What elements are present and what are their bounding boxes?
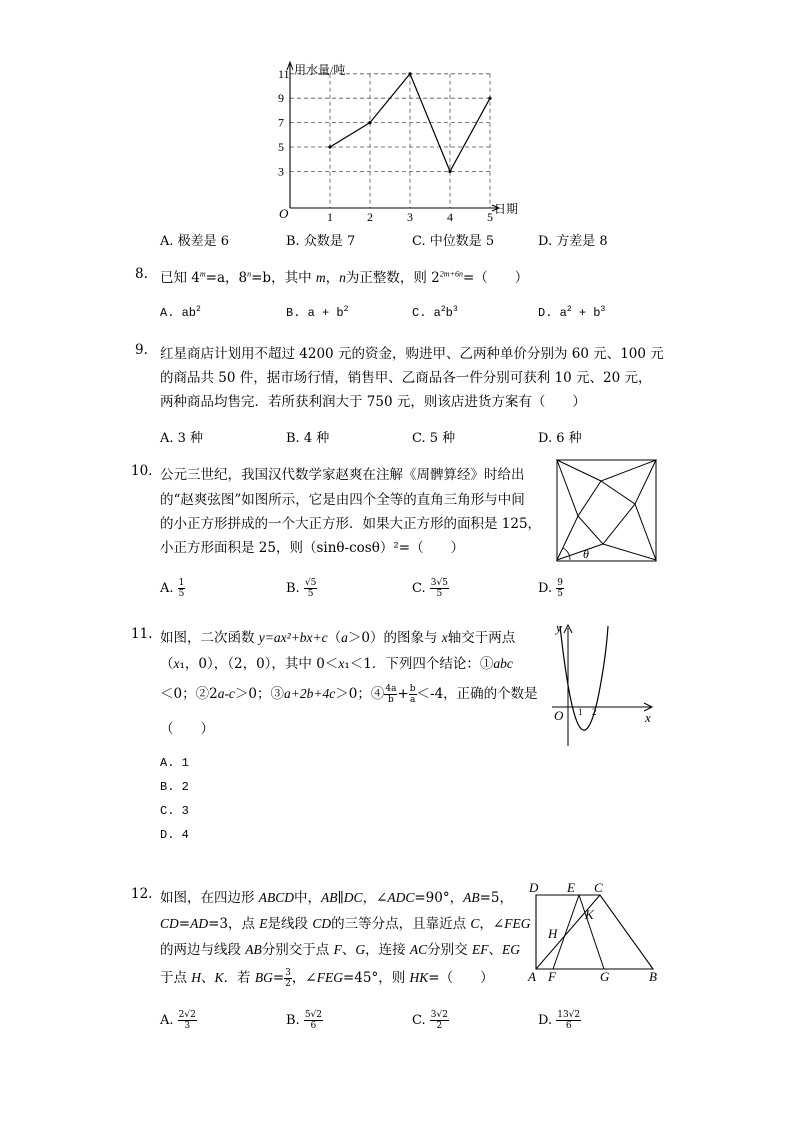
q10-line-3: 的小正方形拼成的一个大正方形．如果大正方形的面积是 125，: [160, 516, 542, 532]
data-point: [328, 145, 331, 148]
y-tick-label: 11: [278, 66, 290, 81]
q9-line-1: 红星商店计划用不超过 4200 元的资金，购进甲、乙两种单价分别为 60 元、100 元: [160, 346, 664, 362]
chart-ticks: [278, 67, 493, 224]
origin-label: O: [554, 708, 564, 723]
q9-option-c: C. 5 种: [412, 431, 456, 446]
data-point: [448, 170, 451, 173]
x-label: x: [645, 710, 651, 725]
label-a: A: [528, 969, 536, 984]
y-axis-label: 用水量/吨: [294, 63, 346, 77]
label-f: F: [548, 969, 556, 984]
q11-line-1: 如图，二次函数 y=ax²+bx+c（a＞0）的图象与 x轴交于两点: [160, 630, 516, 646]
q8-option-d: D. $a^2 + b^3$: [538, 305, 606, 320]
trapezoid-figure: [524, 878, 664, 986]
q10-option-a: A. $\frac{1}{5}$: [160, 578, 185, 599]
q10-line-4: 小正方形面积是 25，则（sinθ-cosθ）²=（ ）: [160, 540, 465, 556]
data-point: [408, 72, 411, 75]
q7-option-a: A. 极差是 6: [160, 234, 230, 249]
q10-number: 10.: [131, 463, 153, 479]
label-d: D: [529, 880, 539, 895]
triangle-1: [557, 516, 603, 560]
q12-option-b: B. $\frac{5√2}{6}$: [286, 1010, 323, 1031]
q12-option-c: C. $\frac{3√2}{2}$: [412, 1010, 448, 1031]
q11-line-4: （ ）: [160, 721, 214, 737]
data-point: [488, 97, 491, 100]
q11-option-d: D. 4: [160, 828, 189, 842]
q7-option-c: C. 中位数是 5: [412, 234, 495, 249]
q7-option-d: D. 方差是 8: [538, 234, 608, 249]
q12-option-d: D. $\frac{13√2}{6}$: [538, 1010, 581, 1031]
q12-line-1: 如图，在四边形 ABCD中，AB∥DC，∠ADC=90°，AB=5，: [160, 890, 514, 906]
q8-option-b: B. $a + b^2$: [286, 305, 349, 320]
y-label: y: [556, 620, 562, 635]
tick-1: 1: [578, 707, 583, 717]
parabola-figure: [548, 618, 658, 748]
q9-line-3: 两种商品均售完．若所获利润大于 750 元，则该店进货方案有（ ）: [160, 394, 586, 410]
q11-number: 11.: [131, 626, 153, 642]
label-h: H: [548, 926, 558, 941]
q9-number: 9.: [135, 342, 148, 358]
q8-stem: 已知 $4^m=a$，$8^n=b$，其中 m，n为正整数，则 $2^{2m+6n}=$（ ）: [160, 269, 529, 286]
water-usage-line-chart: [270, 58, 540, 224]
triangle-3: [601, 460, 656, 504]
q12-option-a: A. $\frac{2√2}{3}$: [160, 1010, 196, 1031]
x-tick-label: 5: [487, 210, 493, 224]
parabola-curve: [560, 626, 608, 730]
label-b: B: [649, 969, 657, 984]
x-tick-label: 2: [367, 210, 373, 224]
q11-line-3: ＜0；②2a-c＞0；③a+2b+4c＞0；④ $\frac{4a}{b}$ + $\frac{b}{a}$ ＜-4，正确的个数是: [160, 684, 538, 705]
data-point: [368, 121, 371, 124]
tick-2: 2: [592, 707, 597, 717]
theta-label: θ: [583, 547, 589, 561]
q9-option-a: A. 3 种: [160, 431, 204, 446]
zhao-shuang-figure: [556, 459, 658, 563]
q11-option-a: A. 1: [160, 756, 189, 770]
q12-line-2: CD=AD=3，点 E是线段 CD的三等分点，且靠近点 C，∠FEG: [160, 916, 531, 932]
label-c: C: [594, 880, 603, 895]
q7-option-b: B. 众数是 7: [286, 234, 356, 249]
q10-option-b: B. $\frac{√5}{5}$: [286, 578, 317, 599]
q8-number: 8.: [135, 266, 148, 282]
x-tick-label: 3: [407, 210, 413, 224]
q11-line-2: （x₁，0），（2，0），其中 0＜x₁＜1．下列四个结论：①abc: [160, 656, 513, 672]
chart-grid: [290, 74, 490, 208]
q12-number: 12.: [131, 886, 153, 902]
chart-axes: [287, 62, 499, 211]
y-tick-label: 5: [278, 140, 284, 154]
q12-line-3: 的两边与线段 AB分别交于点 F、G，连接 AC分别交 EF、EG: [160, 942, 520, 958]
origin-label: O: [279, 206, 289, 221]
x-axis-label: 日期: [494, 202, 519, 216]
q9-option-d: D. 6 种: [538, 431, 582, 446]
q12-line-4: 于点 H、K．若 BG= $\frac{3}{2}$ ，∠FEG=45°，则 HK=（ ）: [160, 968, 494, 989]
y-tick-label: 7: [278, 115, 284, 130]
q8-option-a: A. $ab^2$: [160, 305, 201, 320]
q10-option-c: C. $\frac{3√5}{5}$: [412, 578, 448, 599]
y-tick-label: 3: [278, 164, 284, 179]
q10-line-1: 公元三世纪，我国汉代数学家赵爽在注解《周髀算经》时给出: [160, 467, 525, 483]
q10-line-2: 的“赵爽弦图”如图所示，它是由四个全等的直角三角形与中间: [160, 492, 525, 508]
triangle-4: [603, 504, 656, 560]
q9-line-2: 的商品共 50 件，据市场行情，销售甲、乙商品各一件分别可获利 10 元、20 元，: [160, 370, 652, 386]
q10-option-d: D. $\frac{9}{5}$: [538, 578, 563, 599]
q9-option-b: B. 4 种: [286, 431, 330, 446]
q11-option-b: B. 2: [160, 780, 189, 794]
q8-option-c: C. $a^2b^3$: [412, 305, 458, 320]
triangle-2: [557, 460, 601, 516]
label-g: G: [600, 969, 610, 984]
y-tick-label: 9: [278, 91, 284, 106]
label-e: E: [567, 880, 575, 895]
label-k: K: [585, 907, 594, 922]
x-tick-label: 4: [447, 210, 453, 224]
q11-option-c: C. 3: [160, 804, 189, 818]
x-tick-label: 1: [327, 210, 333, 224]
